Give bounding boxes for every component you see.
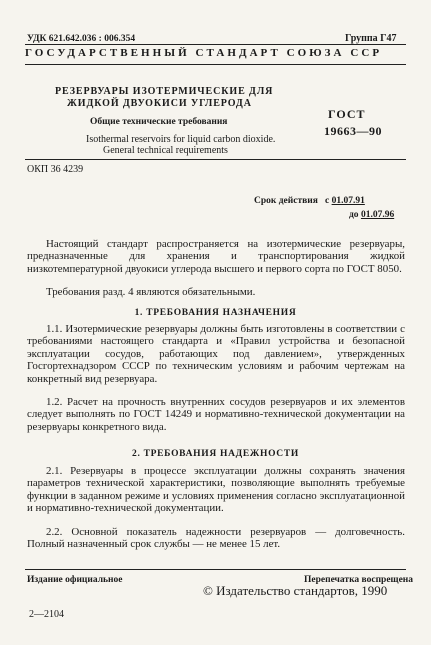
validity-to-date: 01.07.96 [360, 210, 395, 220]
footer-rule [25, 569, 406, 570]
paragraph-2-2: 2.2. Основной показатель надежности резервуаров — долговечность. Полный назначенный срок службы — не менее 15 лет. [27, 526, 405, 551]
paragraph-2-1: 2.1. Резервуары в процессе эксплуатации должны сохранять значения параметров технической характеристики, позволяющие выполнять требуемые функции в заданном режиме и условиях применения согласно эксплуатационной и нормативно-технической документации. [27, 465, 405, 515]
mandatory-note: Требования разд. 4 являются обязательными. [46, 286, 256, 298]
english-title-line-1: Isothermal reservoirs for liquid carbon dioxide. [86, 134, 276, 145]
paragraph-1-2: 1.2. Расчет на прочность внутренних сосудов резервуаров и их элементов следует выполнять по ГОСТ 14249 и нормативно-технической документации на резервуары конкретного вида. [27, 396, 405, 433]
validity-from [254, 196, 365, 206]
title-line-1: РЕЗЕРВУАРЫ ИЗОТЕРМИЧЕСКИЕ ДЛЯ [55, 86, 274, 97]
page-code: 2—2104 [29, 609, 64, 620]
validity-from-prefix: с [325, 196, 330, 206]
section-2-heading: 2. ТРЕБОВАНИЯ НАДЕЖНОСТИ [132, 449, 299, 459]
subtitle: Общие технические требования [90, 117, 228, 127]
organization-title: ГОСУДАРСТВЕННЫЙ СТАНДАРТ СОЮЗА ССР [25, 47, 383, 59]
validity-label: Срок действия [254, 196, 318, 206]
okp-code: ОКП 36 4239 [27, 164, 84, 175]
standard-label: ГОСТ [328, 107, 366, 121]
org-rule [25, 64, 406, 65]
validity-to [349, 210, 394, 220]
title-line-2: ЖИДКОЙ ДВУОКИСИ УГЛЕРОДА [67, 98, 252, 109]
top-rule [25, 44, 406, 45]
standard-number: 19663—90 [324, 124, 382, 138]
english-title-line-2: General technical requirements [103, 145, 228, 156]
edition-label: Издание официальное [27, 575, 123, 585]
title-rule [25, 159, 406, 160]
intro-paragraph: Настоящий стандарт распространяется на изотермические резервуары, предназначенные для хранения и транспортирования жидкой низкотемпературной двуокиси углерода высшего и первого сорта по ГОСТ 8050. [27, 238, 405, 275]
group-code: Группа Г47 [345, 33, 397, 44]
validity-from-date: 01.07.91 [331, 196, 365, 206]
section-1-heading: 1. ТРЕБОВАНИЯ НАЗНАЧЕНИЯ [134, 308, 297, 318]
reprint-notice: Перепечатка воспрещена [304, 575, 414, 585]
copyright-notice: © Издательство стандартов, 1990 [203, 583, 388, 598]
paragraph-1-1: 1.1. Изотермические резервуары должны быть изготовлены в соответствии с требованиями настоящего стандарта и «Правил устройства и безопасной эксплуатации сосудов, работающих под давлением», утвержденных Госгортехнадзором СССР по техническим условиям и рабочим чертежам на конкретный вид резервуара. [27, 323, 405, 385]
udk-code: УДК 621.642.036 : 006.354 [27, 34, 136, 44]
validity-to-prefix: до [349, 210, 359, 220]
